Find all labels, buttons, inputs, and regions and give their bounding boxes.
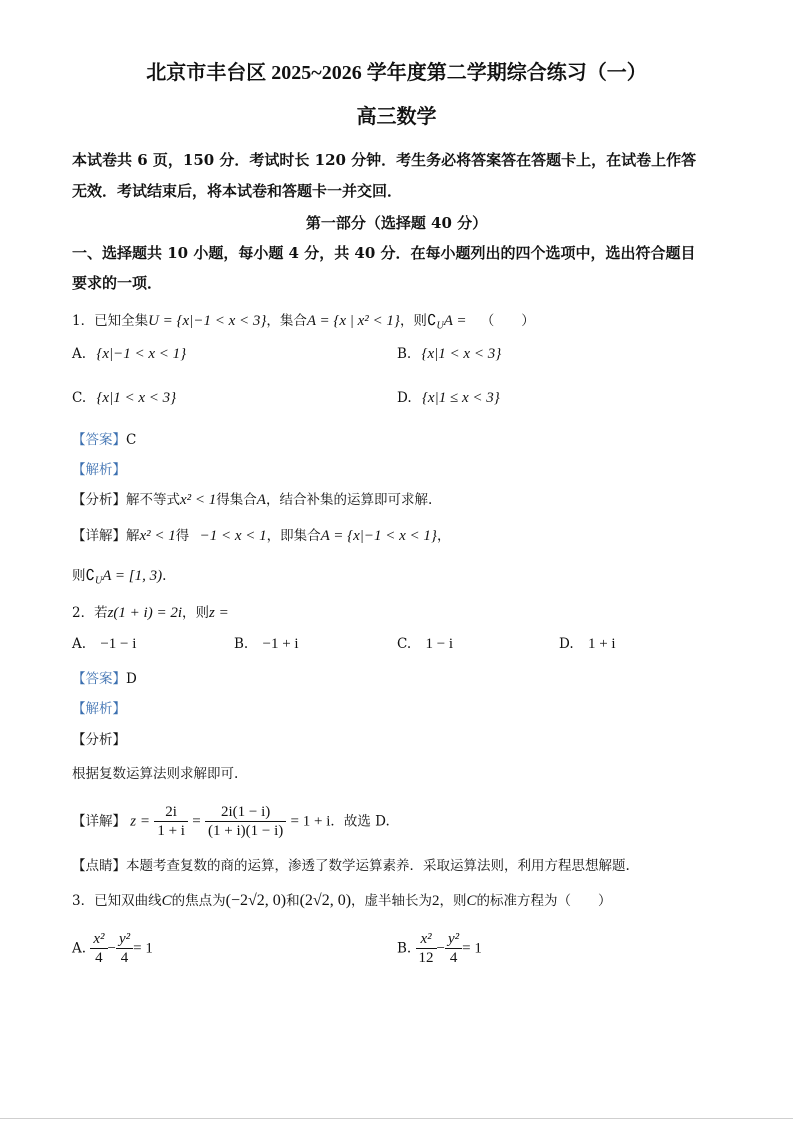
detail-tag: 【详解】 — [72, 528, 126, 544]
q2-option-c[interactable] — [397, 634, 453, 654]
q1-detail — [72, 526, 450, 546]
q1-fenxi-mid: 得集合 — [216, 492, 257, 508]
q2-comment — [72, 856, 630, 876]
q1-fenxi-math: x² < 1 — [180, 492, 217, 508]
q1-then: ，则 — [399, 313, 427, 329]
q3-option-a-fraction-1 — [90, 930, 107, 967]
q2-fraction-1 — [154, 803, 188, 840]
q2-fraction-1-numerator: 2i — [154, 803, 188, 822]
q1-option-d-text: {x|1 ≤ x < 3} — [421, 390, 500, 406]
q2-option-d-text: 1 + i — [587, 636, 616, 652]
comment-tag: 【点睛】 — [72, 858, 126, 874]
q1-set-a: A = {x | x² < 1} — [306, 313, 400, 329]
q3-option-a-label: A. — [72, 940, 87, 957]
q2-option-d-label: D. — [559, 636, 574, 652]
q1-detail-mid: 得 — [175, 528, 190, 544]
q3-option-b-eq: = 1 — [462, 940, 482, 957]
page-bottom-divider — [0, 1118, 793, 1119]
q3-c-2: C — [466, 893, 477, 909]
q3-option-a-numerator-1: x² — [90, 930, 107, 949]
q3-mid-2: ，虚半轴长为 — [351, 893, 433, 909]
q2-option-c-label: C. — [397, 636, 412, 652]
question-2-stem — [72, 603, 229, 623]
q1-option-b-label: B. — [397, 346, 412, 362]
q1-answer-value: C — [126, 432, 137, 448]
q3-option-b-numerator-2: y² — [445, 930, 462, 949]
q2-option-c-text: 1 − i — [425, 636, 454, 652]
q2-detail-tail-text: ．故选 D. — [330, 813, 390, 830]
q2-option-b-label: B. — [234, 636, 249, 652]
page-title: 北京市丰台区 2025~2026 学年度第二学期综合练习（一） — [146, 62, 647, 84]
q2-fraction-1-denominator: 1 + i — [157, 823, 185, 839]
q3-prefix: 3．已知双曲线 — [72, 893, 162, 909]
section-heading-line-1: 一、选择题共 10 小题，每小题 4 分，共 40 分．在每小题列出的四个选项中，选出符合题目 — [72, 244, 696, 262]
q1-detail-pre: 解 — [126, 528, 140, 544]
subject-title: 高三数学 — [356, 104, 437, 128]
q2-fenxi-text: 根据复数运算法则求解即可. — [72, 766, 239, 782]
q3-option-a-minus: − — [107, 940, 116, 957]
part1-heading: 第一部分（选择题 40 分） — [305, 214, 488, 232]
q1-complement-sub: U — [436, 320, 444, 332]
q1-option-c-label: C. — [72, 390, 87, 406]
q1-fenxi-pre: 解不等式 — [126, 492, 180, 508]
fenxi-tag: 【分析】 — [72, 492, 126, 508]
q1-complement-a: A = — [443, 313, 467, 329]
q2-fenxi-tag: 【分析】 — [72, 732, 126, 748]
q3-option-b-fraction-1 — [416, 930, 437, 967]
q1-result-sub: U — [95, 575, 103, 587]
q2-answer — [72, 669, 137, 689]
q1-option-a-text: {x|−1 < x < 1} — [96, 346, 187, 362]
q3-option-a-fraction-2 — [116, 930, 133, 967]
q2-analysis-tag: 【解析】 — [72, 701, 126, 717]
q1-fenxi — [72, 490, 432, 510]
q1-universal-set: U = {x|−1 < x < 3} — [148, 313, 267, 329]
q1-fenxi-post: ，结合补集的运算即可求解. — [265, 492, 433, 508]
q3-c: C — [161, 893, 172, 909]
q1-option-c-text: {x|1 < x < 3} — [96, 390, 177, 406]
q2-fraction-2-numerator: 2i(1 − i) — [205, 803, 286, 822]
q3-two: 2 — [432, 893, 440, 909]
q1-answer — [72, 430, 136, 450]
q2-option-b[interactable] — [234, 634, 299, 654]
q3-option-a-denominator-1: 4 — [95, 950, 103, 966]
q3-mid-4: 的标准方程为（ ） — [476, 893, 612, 909]
q1-detail-mid-2: ，即集合 — [266, 528, 321, 544]
q2-prefix: 2．若 — [72, 605, 108, 621]
q1-detail-math-3: A = {x|−1 < x < 1} — [320, 528, 437, 544]
q2-z: z = — [209, 605, 229, 621]
q1-detail-math-1: x² < 1 — [139, 528, 176, 544]
instructions-line-1: 本试卷共 6 页，150 分．考试时长 120 分钟．考生务必将答案答在答题卡上，在试卷上作答 — [72, 151, 697, 169]
q2-detail-z: z = — [130, 813, 151, 830]
question-3-stem — [72, 891, 612, 911]
q3-option-b-label: B. — [397, 940, 412, 957]
q2-detail — [72, 803, 390, 843]
q1-complement-symbol: ∁ — [426, 313, 437, 329]
section-heading-line-2: 要求的一项． — [72, 274, 163, 292]
q1-paren: （ ） — [480, 313, 535, 329]
q3-option-b-fraction-2 — [445, 930, 462, 967]
q3-option-b-minus: − — [436, 940, 445, 957]
q3-option-a[interactable] — [72, 929, 153, 969]
q2-fraction-2-denominator: (1 + i)(1 − i) — [208, 823, 284, 839]
q1-result-dot: . — [162, 568, 167, 584]
q1-option-b[interactable] — [397, 344, 501, 364]
q3-option-a-denominator-2: 4 — [120, 950, 129, 966]
q2-option-a-label: A. — [72, 636, 87, 652]
q1-option-c[interactable] — [72, 388, 176, 408]
detail-tag: 【详解】 — [72, 813, 126, 830]
q2-fraction-2 — [205, 803, 286, 840]
q1-detail-math-2: −1 < x < 1 — [199, 528, 267, 544]
q3-option-b-denominator-2: 4 — [449, 950, 458, 966]
q3-mid-3: ，则 — [439, 893, 467, 909]
answer-tag: 【答案】 — [72, 432, 126, 448]
q1-then-label: 则 — [72, 568, 86, 584]
q1-prefix: 1．已知全集 — [72, 313, 149, 329]
q1-fenxi-a: A — [256, 492, 266, 508]
q3-mid-1: 的焦点为 — [171, 893, 226, 909]
q1-analysis-tag: 【解析】 — [72, 462, 126, 478]
q3-focus-2: (2√2, 0) — [299, 892, 352, 909]
q2-equation: z(1 + i) = 2i — [107, 605, 183, 621]
q2-option-a-text: −1 − i — [100, 636, 137, 652]
q2-option-d[interactable] — [559, 634, 616, 654]
q1-option-d-label: D. — [397, 390, 412, 406]
q1-option-d[interactable] — [397, 388, 500, 408]
q1-result — [72, 566, 166, 592]
q1-detail-end: ， — [436, 528, 451, 544]
q1-option-a-label: A. — [72, 346, 87, 362]
instructions-line-2: 无效．考试结束后，将本试卷和答题卡一并交回． — [72, 182, 403, 200]
q2-option-a[interactable] — [72, 634, 136, 654]
q3-option-a-numerator-2: y² — [116, 930, 133, 949]
q1-option-b-text: {x|1 < x < 3} — [421, 346, 502, 362]
q2-option-b-text: −1 + i — [262, 636, 299, 652]
q1-result-symbol: ∁ — [85, 568, 96, 584]
q2-answer-value: D — [126, 671, 137, 687]
q3-option-b-denominator-1: 12 — [418, 950, 434, 966]
answer-tag: 【答案】 — [72, 671, 126, 687]
q2-mid: ，则 — [182, 605, 210, 621]
q1-mid: ，集合 — [266, 313, 307, 329]
q3-option-b[interactable] — [397, 929, 482, 969]
q3-focus-1: (−2√2, 0) — [225, 892, 287, 909]
q3-and: 和 — [286, 893, 300, 909]
question-1-stem — [72, 311, 535, 337]
q1-result-tail: A = [1, 3) — [102, 568, 163, 584]
q2-comment-text: 本题考查复数的商的运算，渗透了数学运算素养．采取运算法则，利用方程思想解题. — [126, 858, 630, 874]
q3-option-b-numerator-1: x² — [416, 930, 437, 949]
q2-equals: = — [192, 813, 201, 830]
q1-option-a[interactable] — [72, 344, 186, 364]
q2-detail-tail: = 1 + i — [290, 813, 331, 830]
q3-option-a-eq: = 1 — [133, 940, 153, 957]
